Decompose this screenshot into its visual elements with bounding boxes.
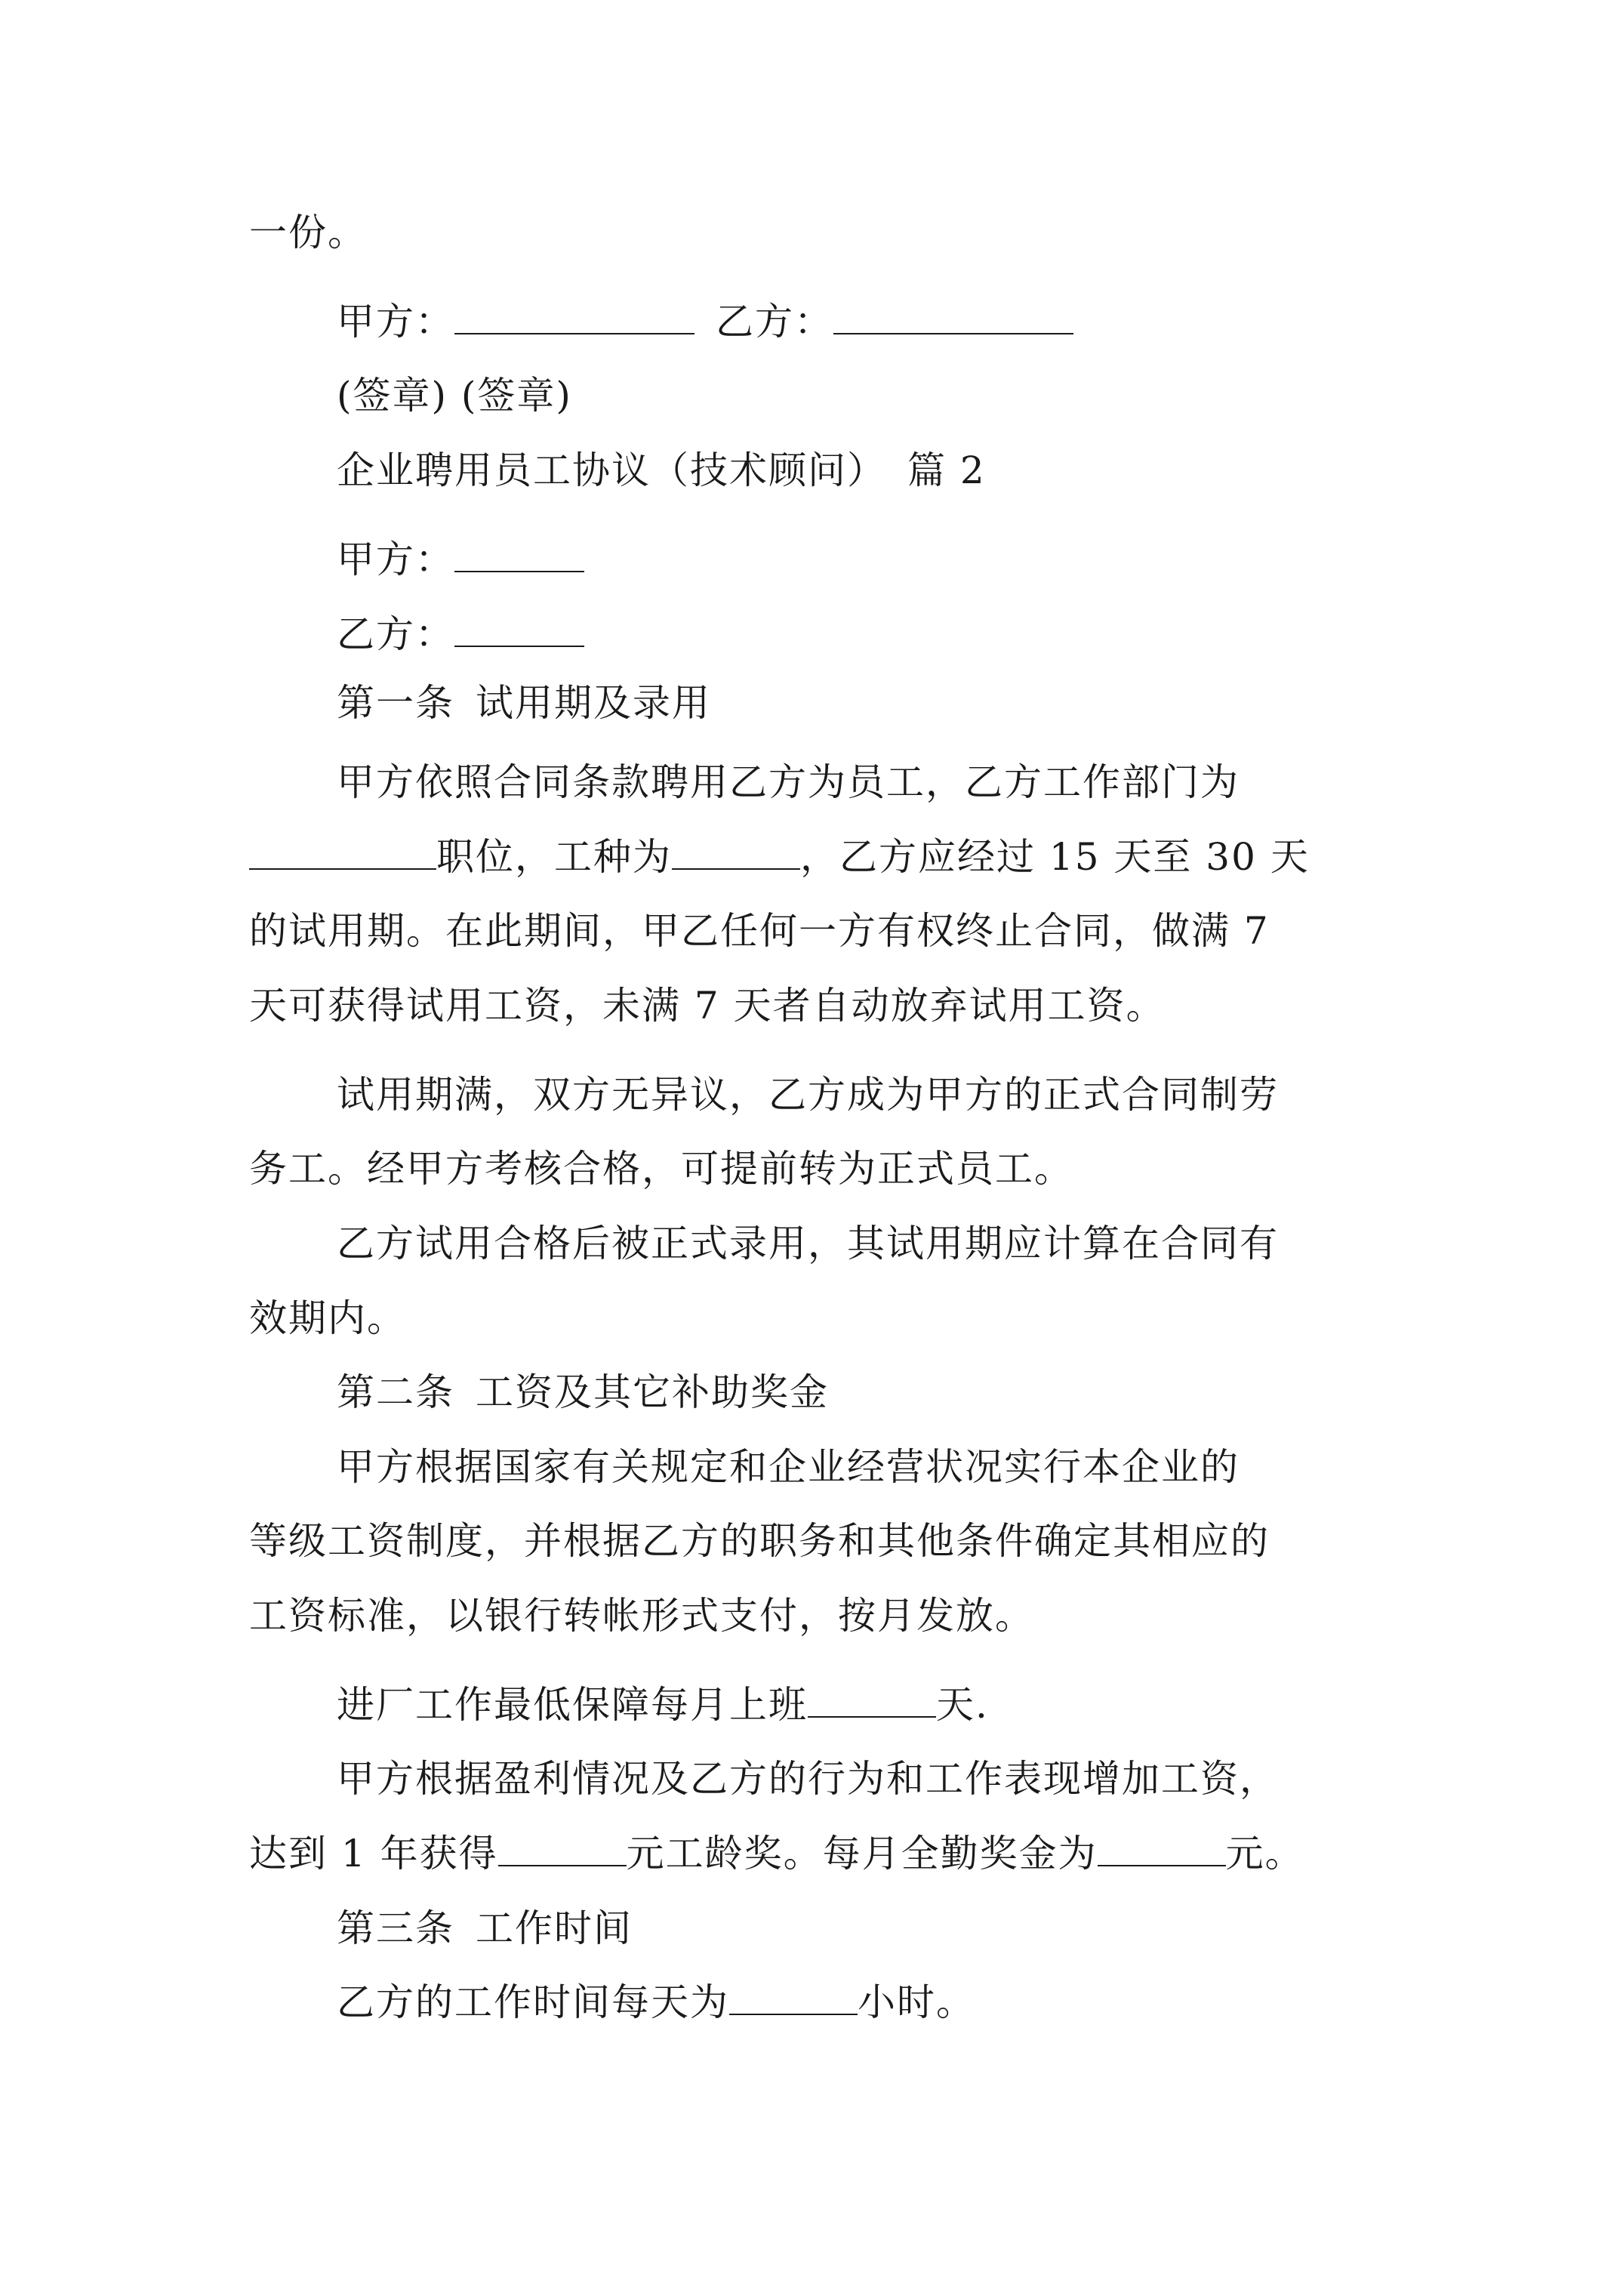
line-text: 进厂工作最低保障每月上班	[337, 1683, 808, 1727]
party-a-label: 甲方：	[337, 538, 454, 581]
party-a-label: 甲方：	[337, 300, 454, 344]
line-text: 试用期满，双方无异议，乙方成为甲方的正式合同制劳	[337, 1073, 1279, 1117]
seniority-bonus-blank	[498, 1832, 627, 1866]
article-heading	[337, 1906, 633, 1951]
text-line	[249, 1831, 1304, 1876]
text-line	[337, 612, 584, 657]
text-line	[337, 537, 584, 582]
workdays-blank	[808, 1683, 936, 1718]
text-line	[249, 210, 367, 255]
section-title	[337, 448, 986, 493]
text-line	[249, 908, 1270, 954]
article-heading	[337, 1370, 829, 1415]
text-line	[249, 983, 1166, 1028]
attendance-bonus-blank	[1098, 1832, 1226, 1866]
party-b-blank	[833, 300, 1073, 334]
line-text: 甲方依照合同条款聘用乙方为员工，乙方工作部门为	[337, 760, 1240, 804]
text-line	[337, 1756, 1279, 1801]
text-line	[337, 373, 572, 418]
article-title: 工资及其它补助奖金	[476, 1370, 829, 1414]
line-text: 乙方试用合格后被正式录用，其试用期应计算在合同有	[337, 1222, 1279, 1265]
line-text: 小时。	[858, 1980, 975, 2024]
part-number: 篇 2	[907, 448, 986, 492]
article-heading	[337, 680, 711, 726]
party-a-blank	[454, 300, 694, 334]
line-text: 甲方根据国家有关规定和企业经营状况实行本企业的	[337, 1445, 1240, 1489]
text-line	[337, 1072, 1279, 1117]
agreement-title: 企业聘用员工协议（技术顾问）	[337, 448, 886, 492]
line-text: 一份。	[249, 211, 367, 254]
line-text: 效期内。	[249, 1296, 406, 1340]
line-text: 的试用期。在此期间，甲乙任何一方有权终止合同，做满 7	[249, 909, 1270, 953]
text-line	[337, 1980, 975, 2025]
line-text: 甲方根据盈利情况及乙方的行为和工作表现增加工资，	[337, 1757, 1279, 1801]
line-text: 工资标准，以银行转帐形式支付，按月发放。	[249, 1594, 1034, 1638]
signature-line	[337, 299, 1073, 344]
text-line	[337, 1682, 989, 1727]
position-blank	[249, 835, 436, 870]
line-text: 天可获得试用工资，未满 7 天者自动放弃试用工资。	[249, 984, 1166, 1028]
article-title: 试用期及录用	[476, 681, 711, 725]
party-b-label: 乙方：	[716, 300, 833, 344]
daily-hours-blank	[729, 1980, 858, 2015]
article-number: 第二条	[337, 1370, 454, 1414]
text-line	[249, 1593, 1034, 1638]
line-text: 元工龄奖。每月全勤奖金为	[626, 1832, 1098, 1875]
line-text: 乙方的工作时间每天为	[337, 1980, 729, 2024]
text-line	[249, 1296, 406, 1341]
text-line	[337, 1444, 1240, 1490]
party-a-blank	[454, 538, 584, 572]
line-text: 职位，工种为	[436, 835, 672, 879]
party-b-label: 乙方：	[337, 612, 454, 656]
job-type-blank	[672, 835, 800, 870]
text-line	[249, 834, 1310, 880]
line-text: 元。	[1225, 1832, 1304, 1875]
article-number: 第一条	[337, 681, 454, 725]
seal-label: (签章) (签章)	[337, 374, 572, 418]
text-line	[337, 760, 1240, 805]
text-line	[337, 1221, 1279, 1266]
party-b-blank	[454, 612, 584, 647]
article-number: 第三条	[337, 1906, 454, 1950]
line-text: 天.	[936, 1683, 989, 1727]
line-text: 务工。经甲方考核合格，可提前转为正式员工。	[249, 1147, 1073, 1191]
line-text: 达到 1 年获得	[249, 1832, 498, 1875]
text-line	[249, 1518, 1270, 1564]
article-title: 工作时间	[476, 1906, 633, 1950]
line-text: ，乙方应经过 15 天至 30 天	[800, 835, 1310, 879]
text-line	[249, 1146, 1073, 1191]
line-text: 等级工资制度，并根据乙方的职务和其他条件确定其相应的	[249, 1519, 1270, 1563]
